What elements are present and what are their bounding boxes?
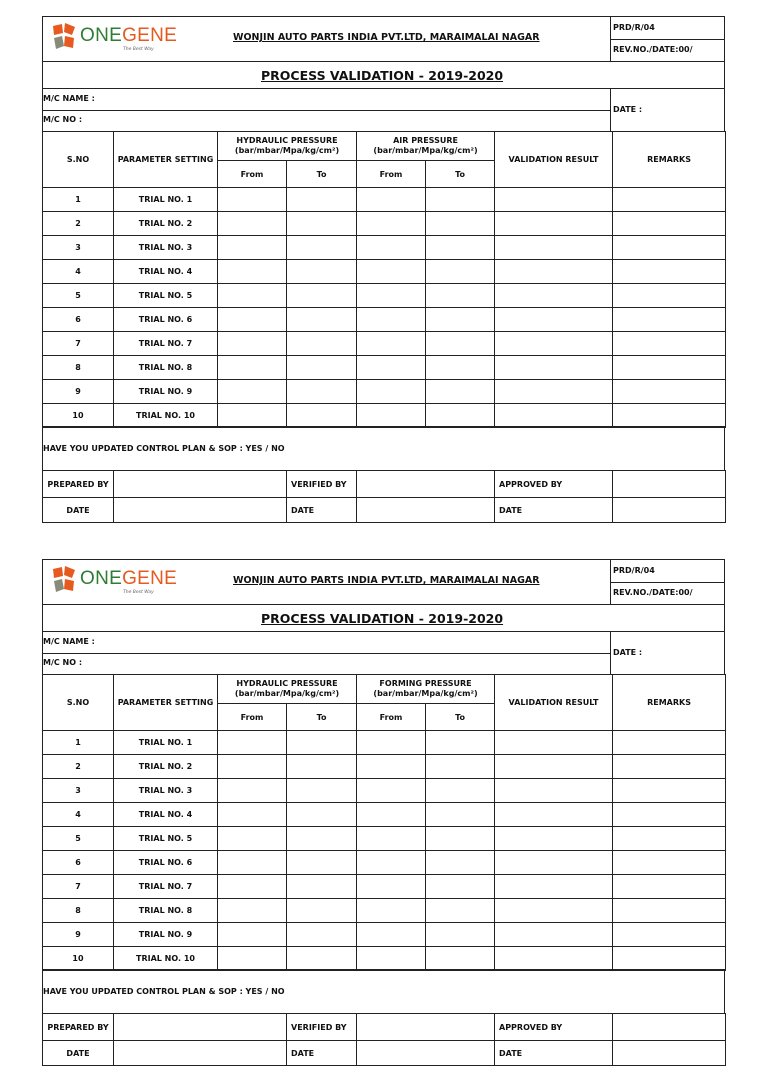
remarks-cell[interactable] [613, 284, 726, 308]
second-from-cell[interactable] [357, 332, 426, 356]
trial-row [43, 947, 726, 971]
prepared-by-label: PREPARED BY [43, 471, 114, 498]
hydraulic-from-cell[interactable] [218, 947, 287, 971]
trial-row [43, 284, 726, 308]
validation-result-cell[interactable] [495, 260, 613, 284]
validation-result-cell[interactable] [495, 851, 613, 875]
hydraulic-from-cell[interactable] [218, 236, 287, 260]
validation-result-cell[interactable] [495, 923, 613, 947]
trial-sno: 2 [43, 212, 114, 236]
hydraulic-to-cell[interactable] [287, 899, 357, 923]
trial-sno: 8 [43, 899, 114, 923]
trial-label: TRIAL NO. 5 [114, 827, 218, 851]
validation-result-cell[interactable] [495, 284, 613, 308]
trial-label: TRIAL NO. 7 [114, 332, 218, 356]
logo-tagline: The Best Way [123, 47, 154, 52]
trial-label: TRIAL NO. 1 [114, 731, 218, 755]
trial-sno: 1 [43, 188, 114, 212]
prepared-date-label: DATE [43, 1041, 114, 1066]
second-from-cell[interactable] [357, 875, 426, 899]
date-label: DATE : [613, 105, 643, 114]
hydraulic-to-cell[interactable] [287, 308, 357, 332]
hydraulic-to-cell[interactable] [287, 404, 357, 428]
hydraulic-from-cell[interactable] [218, 923, 287, 947]
second-from-cell[interactable] [357, 923, 426, 947]
remarks-cell[interactable] [613, 380, 726, 404]
onegene-logo [50, 565, 190, 597]
hydraulic-to-cell[interactable] [287, 827, 357, 851]
second-from-cell[interactable] [357, 380, 426, 404]
approved-date-label: DATE [495, 498, 613, 523]
trial-table [42, 674, 726, 971]
remarks-cell[interactable] [613, 308, 726, 332]
verified-by-label: VERIFIED BY [287, 471, 357, 498]
approved-date-field[interactable] [613, 498, 726, 523]
approved-by-field[interactable] [613, 1014, 726, 1041]
second-from-cell[interactable] [357, 947, 426, 971]
validation-result-cell[interactable] [495, 332, 613, 356]
hydraulic-from-cell[interactable] [218, 851, 287, 875]
approved-by-field[interactable] [613, 471, 726, 498]
approved-date-field[interactable] [613, 1041, 726, 1066]
hydraulic-to-cell[interactable] [287, 851, 357, 875]
doc-number: PRD/R/04 [613, 23, 655, 32]
verified-date-field[interactable] [357, 1041, 495, 1066]
hydraulic-from-cell[interactable] [218, 404, 287, 428]
second-to-cell[interactable] [426, 875, 495, 899]
air-pressure-header: AIR PRESSURE (bar/mbar/Mpa/kg/cm²) [357, 132, 495, 161]
trial-row [43, 899, 726, 923]
validation-result-cell[interactable] [495, 188, 613, 212]
trial-sno: 4 [43, 260, 114, 284]
validation-result-cell[interactable] [495, 212, 613, 236]
remarks-cell[interactable] [613, 212, 726, 236]
remarks-cell[interactable] [613, 875, 726, 899]
company-name: WONJIN AUTO PARTS INDIA PVT.LTD, MARAIMALAI NAGAR [233, 32, 540, 43]
control-plan-question: HAVE YOU UPDATED CONTROL PLAN & SOP : YES / NO [43, 987, 285, 996]
second-to-cell[interactable] [426, 260, 495, 284]
signature-table [42, 1013, 726, 1066]
hydraulic-from-cell[interactable] [218, 308, 287, 332]
verified-date-field[interactable] [357, 498, 495, 523]
remarks-cell[interactable] [613, 731, 726, 755]
second-to-cell[interactable] [426, 188, 495, 212]
trial-label: TRIAL NO. 1 [114, 188, 218, 212]
hydraulic-from-cell[interactable] [218, 779, 287, 803]
second-from-cell[interactable] [357, 356, 426, 380]
trial-row [43, 779, 726, 803]
trial-sno: 7 [43, 332, 114, 356]
mc-name-label: M/C NAME : [43, 637, 95, 646]
approved-by-label: APPROVED BY [495, 1014, 613, 1041]
hydraulic-from-cell[interactable] [218, 260, 287, 284]
second-from-cell[interactable] [357, 284, 426, 308]
hydraulic-to-cell[interactable] [287, 947, 357, 971]
trial-label: TRIAL NO. 10 [114, 404, 218, 428]
validation-result-cell[interactable] [495, 236, 613, 260]
second-to-cell[interactable] [426, 755, 495, 779]
second-to-cell[interactable] [426, 923, 495, 947]
second-from-cell[interactable] [357, 899, 426, 923]
trial-sno: 9 [43, 380, 114, 404]
trial-row [43, 260, 726, 284]
trial-row [43, 380, 726, 404]
sno-header: S.NO [43, 675, 114, 731]
revision-number: REV.NO./DATE:00/ [613, 588, 693, 597]
logo-mark-icon [50, 565, 78, 595]
mc-name-label: M/C NAME : [43, 94, 95, 103]
approved-date-label: DATE [495, 1041, 613, 1066]
validation-result-cell[interactable] [495, 827, 613, 851]
trial-sno: 2 [43, 755, 114, 779]
second-from-cell[interactable] [357, 731, 426, 755]
trial-row [43, 404, 726, 428]
hydraulic-to-cell[interactable] [287, 356, 357, 380]
revision-number: REV.NO./DATE:00/ [613, 45, 693, 54]
sno-header: S.NO [43, 132, 114, 188]
trial-table [42, 131, 726, 428]
trial-sno: 3 [43, 779, 114, 803]
validation-result-cell[interactable] [495, 731, 613, 755]
remarks-cell[interactable] [613, 260, 726, 284]
second-to-cell[interactable] [426, 212, 495, 236]
verified-by-field[interactable] [357, 1014, 495, 1041]
validation-result-cell[interactable] [495, 803, 613, 827]
validation-result-cell[interactable] [495, 380, 613, 404]
trial-row [43, 188, 726, 212]
logo-wordmark: ONEGENE [80, 568, 178, 589]
second-from-cell[interactable] [357, 755, 426, 779]
second-from-cell[interactable] [357, 827, 426, 851]
remarks-cell[interactable] [613, 236, 726, 260]
remarks-cell[interactable] [613, 755, 726, 779]
hydraulic-pressure-header: HYDRAULIC PRESSURE (bar/mbar/Mpa/kg/cm²) [218, 132, 357, 161]
remarks-cell[interactable] [613, 923, 726, 947]
hydraulic-from-cell[interactable] [218, 380, 287, 404]
second-to-cell[interactable] [426, 947, 495, 971]
onegene-logo [50, 22, 190, 54]
trial-row [43, 356, 726, 380]
hydraulic-to-cell[interactable] [287, 875, 357, 899]
hydraulic-to-cell[interactable] [287, 212, 357, 236]
second-to-cell[interactable] [426, 803, 495, 827]
second-to-cell[interactable] [426, 851, 495, 875]
validation-result-cell[interactable] [495, 755, 613, 779]
trial-label: TRIAL NO. 5 [114, 284, 218, 308]
second-from-cell[interactable] [357, 779, 426, 803]
date-label: DATE : [613, 648, 643, 657]
signature-table [42, 470, 726, 523]
second-to-cell[interactable] [426, 356, 495, 380]
trial-label: TRIAL NO. 10 [114, 947, 218, 971]
hydraulic-from-cell[interactable] [218, 212, 287, 236]
validation-result-cell[interactable] [495, 875, 613, 899]
second-to-cell[interactable] [426, 236, 495, 260]
second-to-cell[interactable] [426, 779, 495, 803]
second-to-cell[interactable] [426, 308, 495, 332]
remarks-cell[interactable] [613, 803, 726, 827]
trial-label: TRIAL NO. 3 [114, 779, 218, 803]
hydraulic-to-cell[interactable] [287, 380, 357, 404]
logo-tagline: The Best Way [123, 590, 154, 595]
remarks-cell[interactable] [613, 851, 726, 875]
remarks-cell[interactable] [613, 947, 726, 971]
verified-date-label: DATE [287, 498, 357, 523]
from-header: From [218, 704, 287, 731]
from-header: From [357, 161, 426, 188]
trial-label: TRIAL NO. 8 [114, 356, 218, 380]
to-header: To [287, 704, 357, 731]
to-header: To [287, 161, 357, 188]
verified-date-label: DATE [287, 1041, 357, 1066]
hydraulic-to-cell[interactable] [287, 332, 357, 356]
prepared-by-field[interactable] [114, 471, 287, 498]
second-from-cell[interactable] [357, 260, 426, 284]
prepared-date-label: DATE [43, 498, 114, 523]
trial-sno: 10 [43, 947, 114, 971]
validation-result-cell[interactable] [495, 899, 613, 923]
trial-row [43, 851, 726, 875]
second-from-cell[interactable] [357, 803, 426, 827]
logo-mark-icon [50, 22, 78, 52]
form-title: PROCESS VALIDATION - 2019-2020 [261, 68, 504, 83]
trial-row [43, 875, 726, 899]
trial-label: TRIAL NO. 4 [114, 260, 218, 284]
trial-label: TRIAL NO. 4 [114, 803, 218, 827]
trial-sno: 10 [43, 404, 114, 428]
remarks-cell[interactable] [613, 779, 726, 803]
hydraulic-to-cell[interactable] [287, 236, 357, 260]
second-from-cell[interactable] [357, 308, 426, 332]
remarks-header: REMARKS [613, 132, 726, 188]
hydraulic-from-cell[interactable] [218, 188, 287, 212]
trial-row [43, 731, 726, 755]
validation-result-cell[interactable] [495, 947, 613, 971]
validation-result-cell[interactable] [495, 404, 613, 428]
trial-sno: 4 [43, 803, 114, 827]
hydraulic-from-cell[interactable] [218, 755, 287, 779]
hydraulic-from-cell[interactable] [218, 803, 287, 827]
trial-row [43, 803, 726, 827]
trial-label: TRIAL NO. 2 [114, 755, 218, 779]
logo-wordmark: ONEGENE [80, 25, 178, 46]
trial-sno: 5 [43, 827, 114, 851]
trial-row [43, 212, 726, 236]
hydraulic-from-cell[interactable] [218, 332, 287, 356]
second-from-cell[interactable] [357, 188, 426, 212]
prepared-by-label: PREPARED BY [43, 1014, 114, 1041]
hydraulic-to-cell[interactable] [287, 284, 357, 308]
second-to-cell[interactable] [426, 899, 495, 923]
hydraulic-to-cell[interactable] [287, 779, 357, 803]
trial-label: TRIAL NO. 3 [114, 236, 218, 260]
trial-row [43, 332, 726, 356]
hydraulic-to-cell[interactable] [287, 731, 357, 755]
validation-result-header: VALIDATION RESULT [495, 675, 613, 731]
company-name: WONJIN AUTO PARTS INDIA PVT.LTD, MARAIMALAI NAGAR [233, 575, 540, 586]
parameter-header: PARAMETER SETTING [114, 132, 218, 188]
trial-label: TRIAL NO. 2 [114, 212, 218, 236]
second-to-cell[interactable] [426, 827, 495, 851]
remarks-header: REMARKS [613, 675, 726, 731]
hydraulic-to-cell[interactable] [287, 260, 357, 284]
second-from-cell[interactable] [357, 236, 426, 260]
parameter-header: PARAMETER SETTING [114, 675, 218, 731]
prepared-by-field[interactable] [114, 1014, 287, 1041]
hydraulic-to-cell[interactable] [287, 923, 357, 947]
second-to-cell[interactable] [426, 332, 495, 356]
second-from-cell[interactable] [357, 212, 426, 236]
from-header: From [218, 161, 287, 188]
trial-sno: 9 [43, 923, 114, 947]
approved-by-label: APPROVED BY [495, 471, 613, 498]
prepared-date-field[interactable] [114, 1041, 287, 1066]
remarks-cell[interactable] [613, 356, 726, 380]
second-from-cell[interactable] [357, 851, 426, 875]
trial-row [43, 236, 726, 260]
trial-row [43, 827, 726, 851]
remarks-cell[interactable] [613, 827, 726, 851]
form-title: PROCESS VALIDATION - 2019-2020 [261, 611, 504, 626]
trial-sno: 5 [43, 284, 114, 308]
validation-result-header: VALIDATION RESULT [495, 132, 613, 188]
hydraulic-pressure-header: HYDRAULIC PRESSURE (bar/mbar/Mpa/kg/cm²) [218, 675, 357, 704]
second-from-cell[interactable] [357, 404, 426, 428]
hydraulic-from-cell[interactable] [218, 827, 287, 851]
trial-row [43, 755, 726, 779]
hydraulic-from-cell[interactable] [218, 899, 287, 923]
to-header: To [426, 704, 495, 731]
mc-no-label: M/C NO : [43, 115, 83, 124]
trial-row [43, 308, 726, 332]
trial-label: TRIAL NO. 6 [114, 851, 218, 875]
verified-by-field[interactable] [357, 471, 495, 498]
validation-result-cell[interactable] [495, 308, 613, 332]
from-header: From [357, 704, 426, 731]
hydraulic-from-cell[interactable] [218, 284, 287, 308]
trial-label: TRIAL NO. 6 [114, 308, 218, 332]
trial-sno: 3 [43, 236, 114, 260]
trial-sno: 6 [43, 308, 114, 332]
control-plan-question: HAVE YOU UPDATED CONTROL PLAN & SOP : YES / NO [43, 444, 285, 453]
second-to-cell[interactable] [426, 380, 495, 404]
second-to-cell[interactable] [426, 731, 495, 755]
trial-label: TRIAL NO. 7 [114, 875, 218, 899]
validation-result-cell[interactable] [495, 356, 613, 380]
hydraulic-from-cell[interactable] [218, 731, 287, 755]
trial-label: TRIAL NO. 9 [114, 380, 218, 404]
trial-sno: 6 [43, 851, 114, 875]
trial-rows [43, 731, 726, 971]
hydraulic-from-cell[interactable] [218, 875, 287, 899]
prepared-date-field[interactable] [114, 498, 287, 523]
trial-rows [43, 188, 726, 428]
hydraulic-to-cell[interactable] [287, 803, 357, 827]
validation-result-cell[interactable] [495, 779, 613, 803]
trial-label: TRIAL NO. 9 [114, 923, 218, 947]
verified-by-label: VERIFIED BY [287, 1014, 357, 1041]
doc-number: PRD/R/04 [613, 566, 655, 575]
trial-sno: 7 [43, 875, 114, 899]
to-header: To [426, 161, 495, 188]
trial-sno: 1 [43, 731, 114, 755]
trial-sno: 8 [43, 356, 114, 380]
mc-no-label: M/C NO : [43, 658, 83, 667]
remarks-cell[interactable] [613, 404, 726, 428]
trial-row [43, 923, 726, 947]
second-to-cell[interactable] [426, 284, 495, 308]
forming-pressure-header: FORMING PRESSURE (bar/mbar/Mpa/kg/cm²) [357, 675, 495, 704]
hydraulic-from-cell[interactable] [218, 356, 287, 380]
hydraulic-to-cell[interactable] [287, 188, 357, 212]
trial-label: TRIAL NO. 8 [114, 899, 218, 923]
remarks-cell[interactable] [613, 899, 726, 923]
hydraulic-to-cell[interactable] [287, 755, 357, 779]
second-to-cell[interactable] [426, 404, 495, 428]
remarks-cell[interactable] [613, 332, 726, 356]
remarks-cell[interactable] [613, 188, 726, 212]
